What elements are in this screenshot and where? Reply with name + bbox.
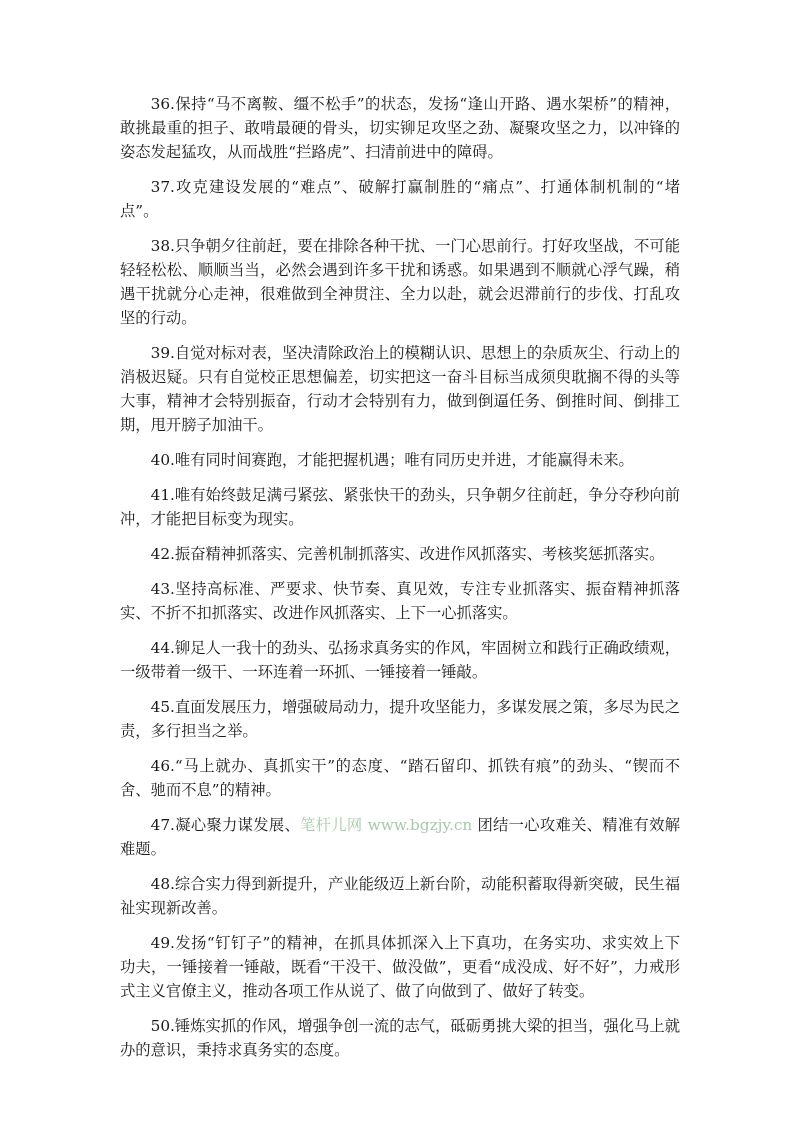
paragraph-44: 44.铆足人一我十的劲头、弘扬求真务实的作风，牢固树立和践行正确政绩观，一级带着一级干、一环连着一环抓、一锤接着一锤敲。 bbox=[120, 639, 680, 681]
paragraph-38: 38.只争朝夕往前赶，要在排除各种干扰、一门心思前行。打好攻坚战，不可能轻轻松松、顺顺当当，必然会遇到许多干扰和诱惑。如果遇到不顺就心浮气躁，稍遇干扰就分心走神，很难做到全神贯注、全力以赴，就会迟滞前行的步伐、打乱攻坚的行动。 bbox=[120, 237, 680, 327]
paragraph-36: 36.保持“马不离鞍、缰不松手”的状态，发扬“逢山开路、遇水架桥”的精神，敢挑最重的担子、敢啃最硬的骨头，切实铆足攻坚之劲、凝聚攻坚之力，以冲锋的姿态发起猛攻，从而战胜“拦路虎”、扫清前进中的障碍。 bbox=[120, 95, 680, 161]
paragraph-46: 46.“马上就办、真抓实干”的态度、“踏石留印、抓铁有痕”的劲头、“锲而不舍、驰而不息”的精神。 bbox=[120, 757, 680, 799]
paragraph-42: 42.振奋精神抓落实、完善机制抓落实、改进作风抓落实、考核奖惩抓落实。 bbox=[150, 545, 665, 563]
paragraph-50: 50.锤炼实抓的作风，增强争创一流的志气，砥砺勇挑大梁的担当，强化马上就办的意识，秉持求真务实的态度。 bbox=[120, 1017, 680, 1059]
paragraph-45: 45.直面发展压力，增强破局动力，提升攻坚能力，多谋发展之策，多尽为民之责，多行担当之举。 bbox=[120, 698, 680, 740]
paragraph-47-text-before: 47.凝心聚力谋发展、 bbox=[150, 816, 301, 834]
document-page bbox=[120, 92, 680, 1073]
paragraph-49: 49.发扬“钉钉子”的精神，在抓具体抓深入上下真功，在务实功、求实效上下功夫，一锤接着一锤敲，既看“干没干、做没做”，更看“成没成、好不好”，力戒形式主义官僚主义，推动各项工作从说了、做了向做到了、做好了转变。 bbox=[120, 934, 680, 1000]
paragraph-47-text-after: 团结一心攻难关、精准有效解难题。 bbox=[120, 816, 681, 858]
watermark-link[interactable]: 笔杆儿网 www.bgzjy.cn bbox=[300, 816, 473, 834]
paragraph-37: 37.攻克建设发展的“难点”、破解打赢制胜的“痛点”、打通体制机制的“堵点”。 bbox=[120, 178, 680, 220]
paragraph-41: 41.唯有始终鼓足满弓紧弦、紧张快干的劲头，只争朝夕往前赶，争分夺秒向前冲，才能把目标变为现实。 bbox=[120, 486, 680, 528]
paragraph-43: 43.坚持高标准、严要求、快节奏、真见效，专注专业抓落实、振奋精神抓落实、不折不扣抓落实、改进作风抓落实、上下一心抓落实。 bbox=[120, 580, 680, 622]
paragraph-47 bbox=[120, 813, 680, 861]
paragraph-40: 40.唯有同时间赛跑，才能把握机遇；唯有同历史并进，才能赢得未来。 bbox=[150, 451, 634, 469]
paragraph-39: 39.自觉对标对表，坚决清除政治上的模糊认识、思想上的杂质灰尘、行动上的消极迟疑。只有自觉校正思想偏差，切实把这一奋斗目标当成须臾耽搁不得的头等大事，精神才会特别振奋，行动才会特别有力，做到倒逼任务、倒推时间、倒排工期，甩开膀子加油干。 bbox=[120, 344, 680, 434]
paragraph-48: 48.综合实力得到新提升，产业能级迈上新台阶，动能积蓄取得新突破，民生福祉实现新改善。 bbox=[120, 875, 680, 917]
